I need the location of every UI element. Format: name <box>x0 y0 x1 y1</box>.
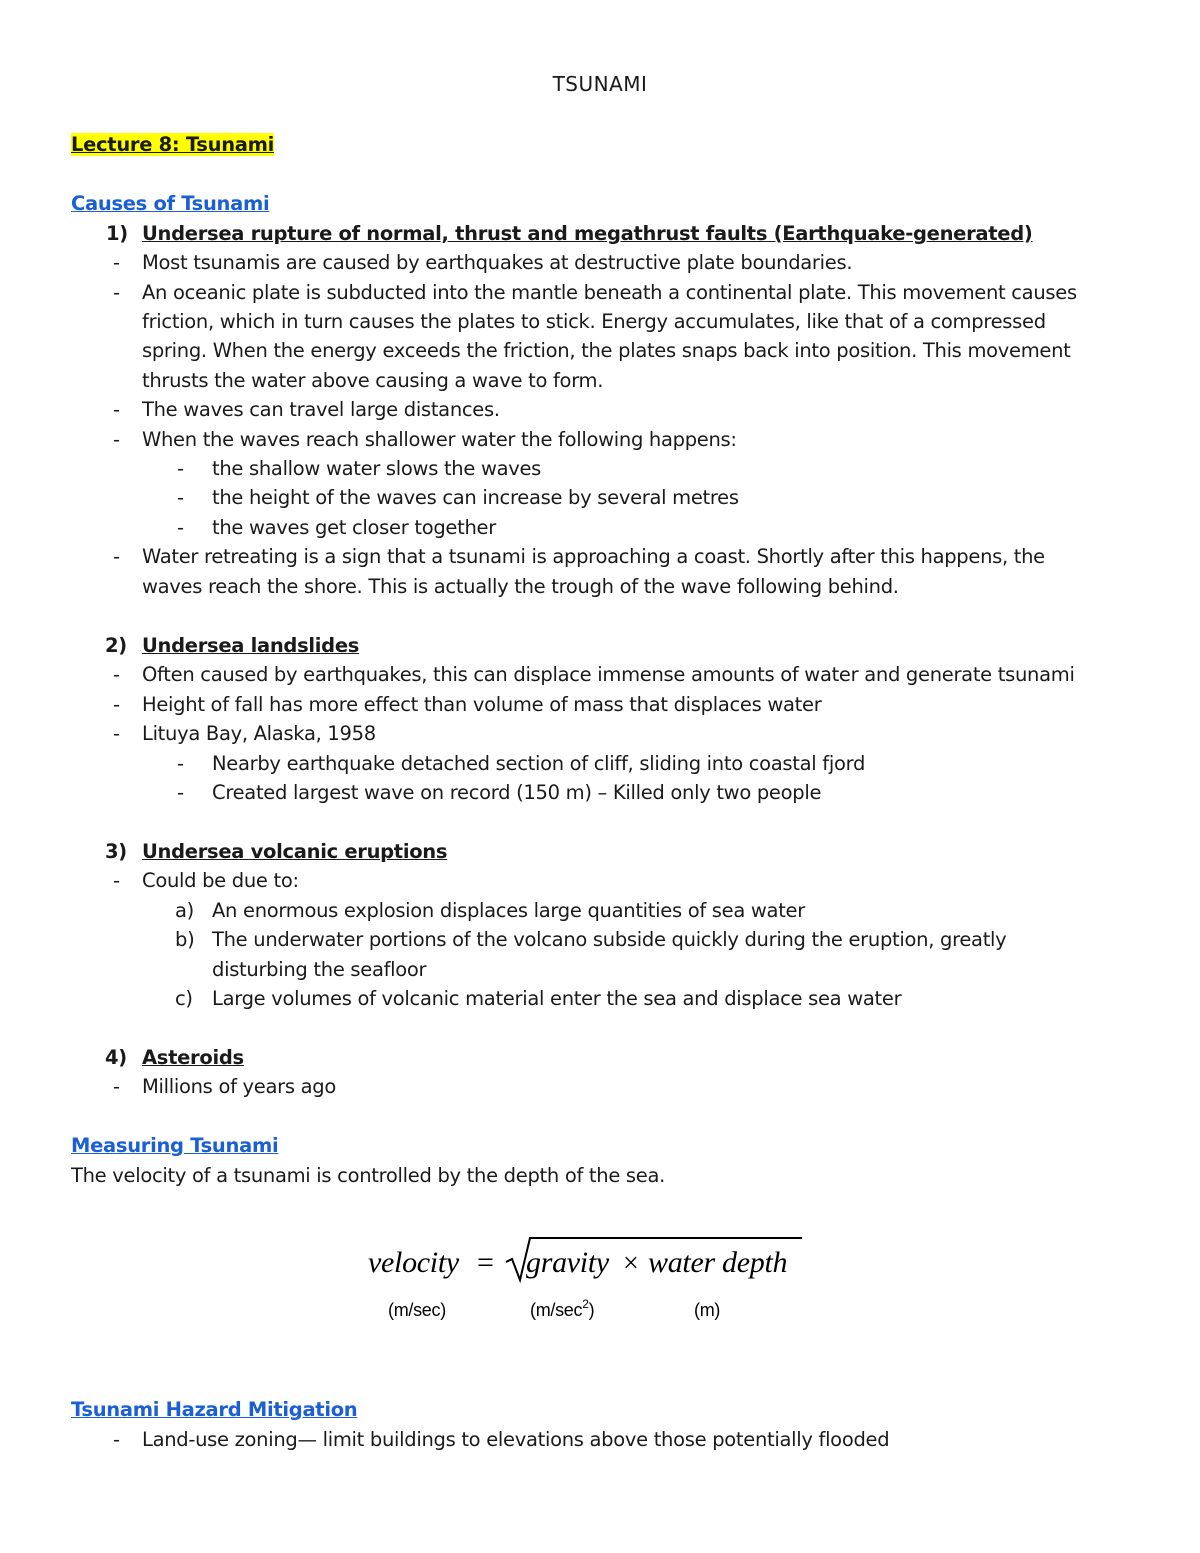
cause-3-title: Undersea volcanic eruptions <box>142 840 448 863</box>
document-page: TSUNAMI Lecture 8: Tsunami Causes of Tsunami 1) Undersea rupture of normal, thrust and megathrust faults (Earthquake-generated) - Most tsunamis are caused by earthquakes at destructive plate boundaries. - An oceanic plate is subducted into the mantle beneath a continental plate. This movement causes friction, which in turn causes the plates to stick. Energy accumulates, like that of a compressed spring. When the energy exceeds the friction, the plates snaps back into position. This movement thrusts the water above causing a wave to form. - The waves can travel large distances. - When the waves reach shallower water the following happens: - the shallow water slows the waves - the height of the waves can increase by several metres - the waves get closer together - Water retreating is a sign that a tsunami is approaching a coast. Shortly after this happens, the waves reach the shore. This is actually the trough of the wave following behind. 2) Undersea landslides - Often caused by earthquakes, this can displace immense amounts of water and generate tsunami - Height of fall has more effect than volume of mass that displaces water - Lituya Bay, Alaska, 1958 - Nearby earthquake detached section of cliff, sliding into coastal fjord - Created largest wave on record (150 m) – Killed only two people 3) Undersea volcanic eruptions - Could be due to: a) An enormous explosion displaces large quantities of sea water b) The underwater portions of the volcano subside quickly during the eruption, greatly disturbing the seafloor c) Large volumes of volcanic material enter the sea and displace sea water 4) Asteroids - Millions of years ago Measuring Tsunami The velocity of a tsunami is controlled by the depth of the sea. Tsunami Hazard Mitigation - Land-use zoning— limit buildings to elevations above those potentially flooded velocity = gravity water depth × (m/sec) $(m/\sec^2)$ (m) <box>0 0 1200 1553</box>
measuring-heading-link[interactable]: Measuring Tsunami <box>71 1134 279 1157</box>
formula-equals: = <box>477 1246 494 1279</box>
formula-velocity: velocity <box>368 1246 459 1279</box>
cause-3-number: 3) <box>105 840 127 863</box>
causes-heading-link[interactable]: Causes of Tsunami <box>71 192 270 215</box>
lecture-heading <box>71 130 1141 160</box>
formula-water-depth: water depth <box>648 1246 788 1279</box>
cause-2-title: Undersea landslides <box>142 634 360 657</box>
formula-gravity: gravity <box>526 1246 609 1279</box>
lecture-heading-text: Lecture 8: Tsunami <box>71 133 275 156</box>
formula-times: × <box>623 1248 639 1279</box>
velocity-formula <box>368 1232 828 1342</box>
cause-4-number: 4) <box>105 1046 127 1069</box>
measuring-heading[interactable] <box>71 1131 1141 1161</box>
cause-2-number: 2) <box>105 634 127 657</box>
unit-velocity: (m/sec) <box>388 1300 446 1320</box>
causes-heading[interactable] <box>71 189 1141 219</box>
measuring-text: The velocity of a tsunami is controlled by the depth of the sea. <box>71 1164 666 1187</box>
document-title: TSUNAMI <box>552 72 648 96</box>
cause-1-title: Undersea rupture of normal, thrust and megathrust faults (Earthquake-generated) <box>142 222 1033 245</box>
mitigation-heading-link[interactable]: Tsunami Hazard Mitigation <box>71 1398 358 1421</box>
mitigation-heading[interactable] <box>71 1395 1141 1425</box>
unit-depth: (m) <box>694 1300 721 1320</box>
unit-gravity: $(m/\sec^2)$ <box>530 1297 595 1320</box>
cause-1-number: 1) <box>106 222 128 245</box>
cause-4-title: Asteroids <box>142 1046 244 1069</box>
